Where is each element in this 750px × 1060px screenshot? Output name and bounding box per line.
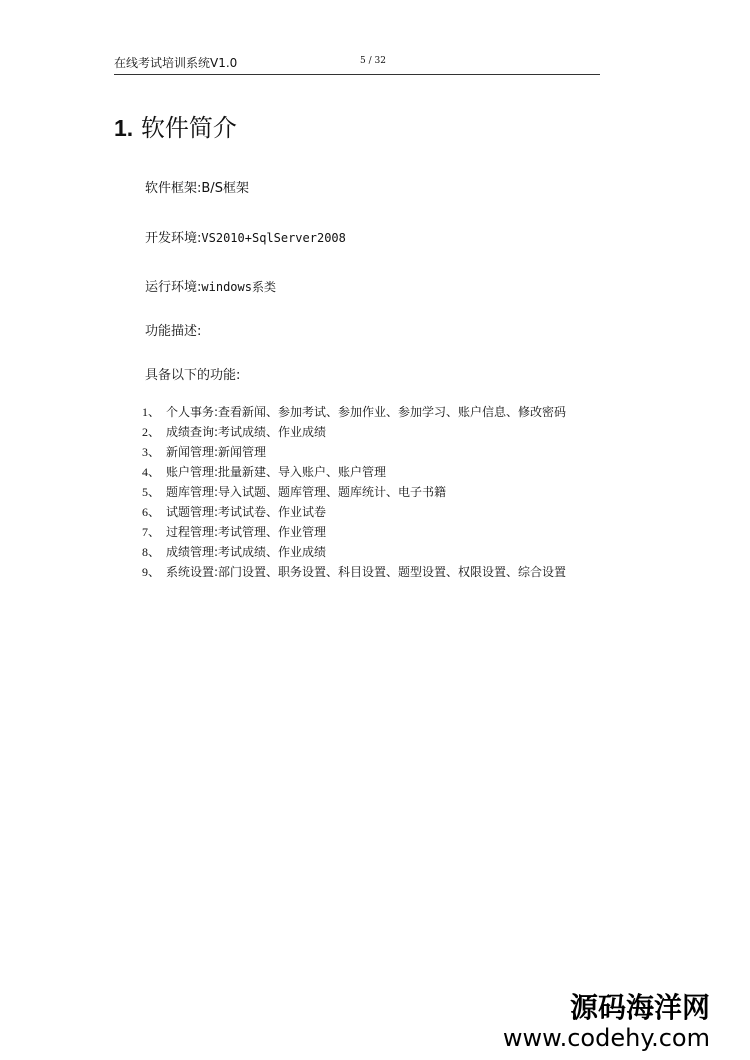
feature-number: 2、: [142, 425, 161, 439]
feature-text: 系统设置:部门设置、职务设置、科目设置、题型设置、权限设置、综合设置: [166, 565, 567, 579]
runtime-line: [145, 278, 276, 297]
feature-text: 过程管理:考试管理、作业管理: [166, 525, 327, 539]
page-number: 5 / 32: [360, 56, 386, 66]
framework-value: B/S框架: [201, 181, 249, 196]
feature-item: [142, 402, 566, 422]
feature-text: 成绩管理:考试成绩、作业成绩: [166, 545, 327, 559]
runtime-value: windows系类: [201, 280, 276, 294]
feature-text: 成绩查询:考试成绩、作业成绩: [166, 425, 327, 439]
feature-number: 8、: [142, 545, 161, 559]
feature-text: 题库管理:导入试题、题库管理、题库统计、电子书籍: [166, 485, 447, 499]
dev-env-value: VS2010+SqlServer2008: [201, 231, 346, 245]
framework-label: 软件框架:: [145, 181, 202, 196]
feature-number: 7、: [142, 525, 161, 539]
feature-item: [142, 482, 566, 502]
section-number: 1.: [114, 115, 134, 141]
watermark: [502, 991, 710, 1052]
feature-number: 1、: [142, 405, 161, 419]
feature-number: 9、: [142, 565, 161, 579]
feature-item: [142, 522, 566, 542]
feature-number: 6、: [142, 505, 161, 519]
feature-item: [142, 422, 566, 442]
page-header: [114, 52, 600, 75]
runtime-label: 运行环境:: [145, 280, 202, 295]
feature-text: 试题管理:考试试卷、作业试卷: [166, 505, 327, 519]
feature-number: 5、: [142, 485, 161, 499]
feature-item: [142, 542, 566, 562]
feature-number: 4、: [142, 465, 161, 479]
feature-item: [142, 442, 566, 462]
header-title: 在线考试培训系统V1.0: [114, 56, 238, 70]
feature-text: 新闻管理:新闻管理: [166, 445, 267, 459]
watermark-url: www.codehy.com: [502, 1024, 710, 1052]
feature-text: 个人事务:查看新闻、参加考试、参加作业、参加学习、账户信息、修改密码: [166, 405, 567, 419]
section-title: 软件简介: [140, 114, 237, 142]
feature-number: 3、: [142, 445, 161, 459]
description-label: 功能描述:: [145, 324, 202, 339]
feature-list: [142, 402, 566, 582]
dev-env-label: 开发环境:: [145, 231, 202, 246]
feature-item: [142, 502, 566, 522]
feature-item: [142, 562, 566, 582]
dev-env-line: [145, 229, 346, 248]
framework-line: [145, 180, 249, 198]
feature-item: [142, 462, 566, 482]
features-intro: 具备以下的功能:: [145, 368, 241, 383]
feature-text: 账户管理:批量新建、导入账户、账户管理: [166, 465, 387, 479]
watermark-name: 源码海洋网: [569, 991, 710, 1024]
section-heading: [114, 108, 237, 148]
